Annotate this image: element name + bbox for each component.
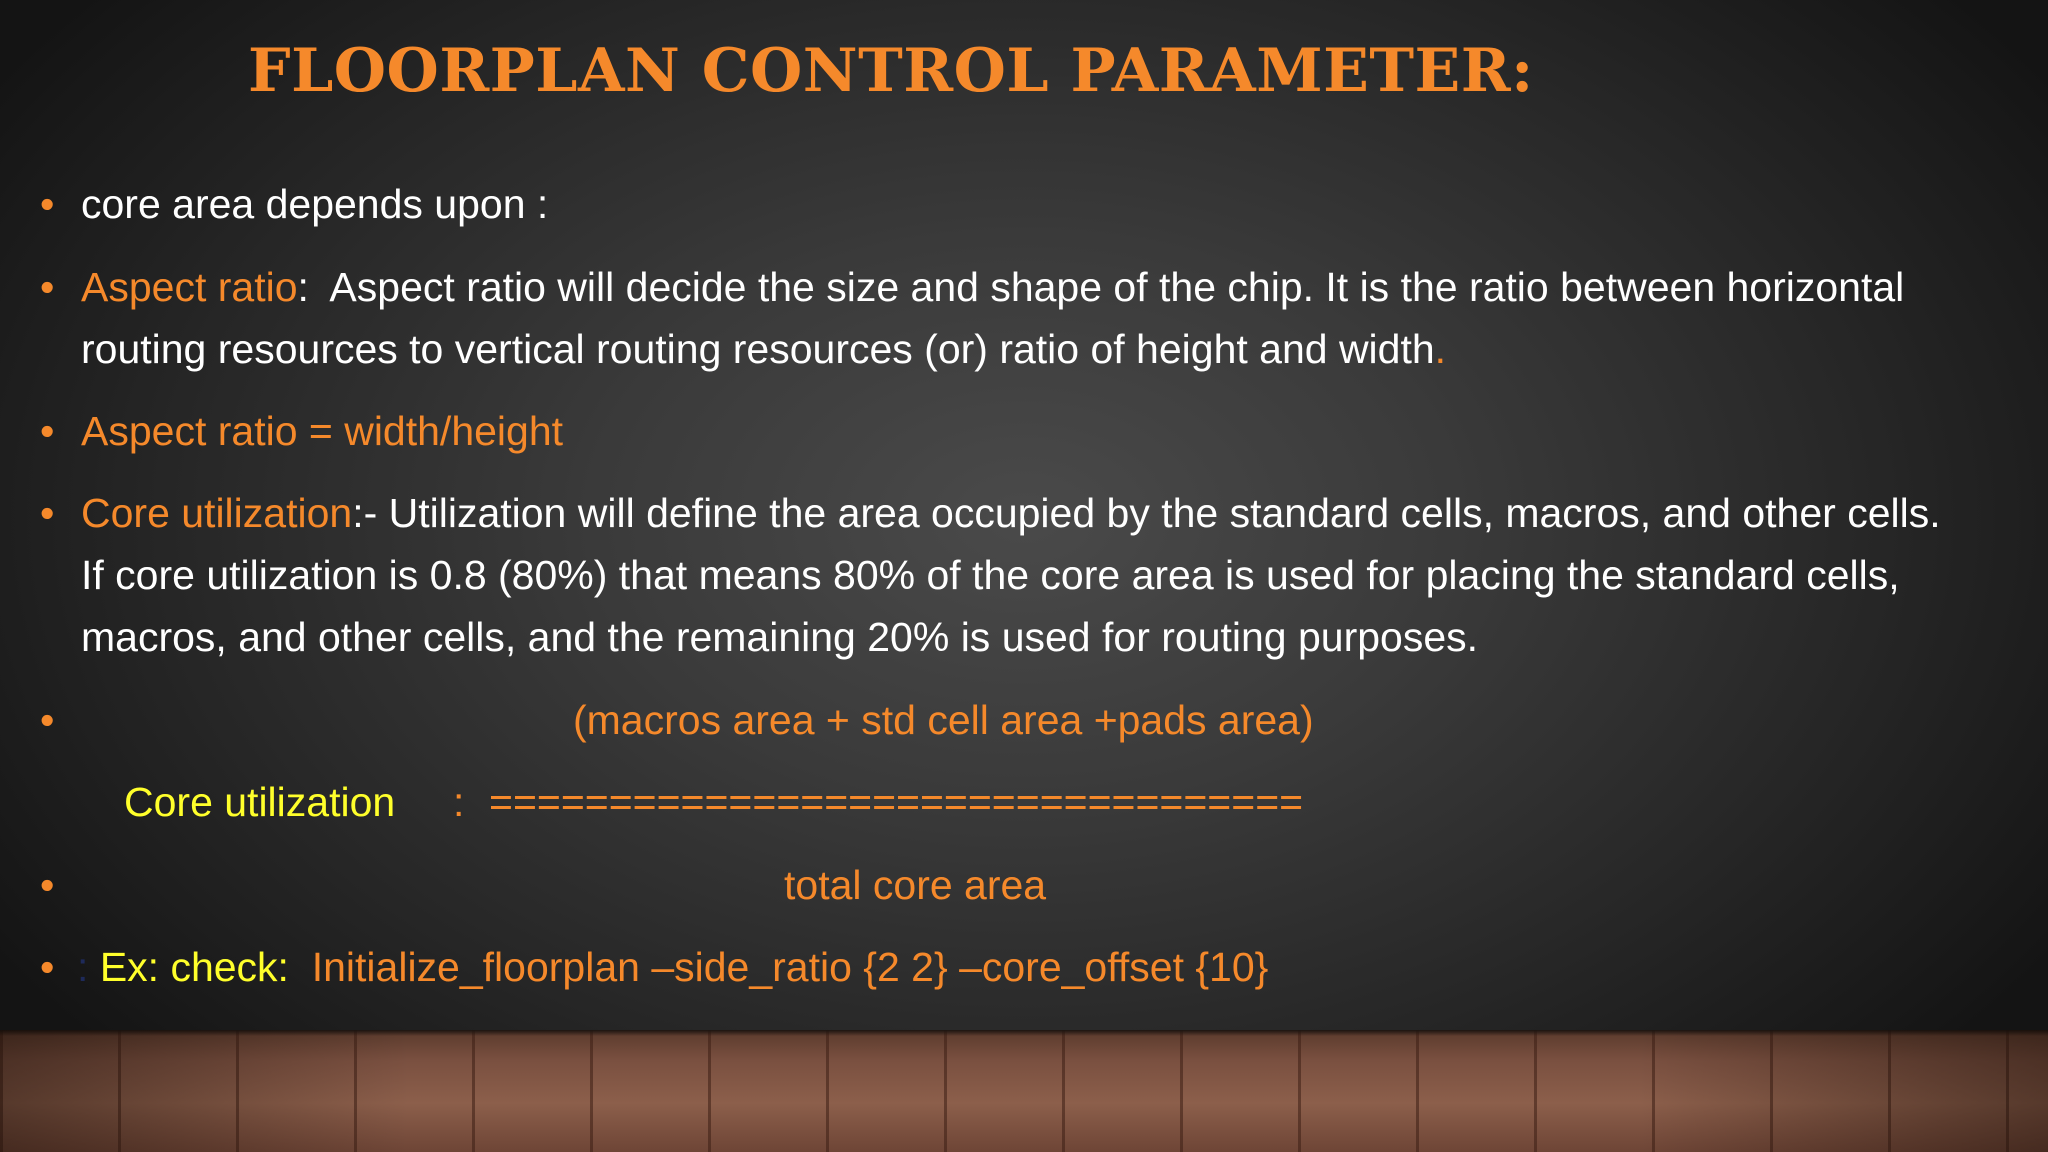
- slide-title: FLOORPLAN CONTROL PARAMETER:: [248, 36, 1534, 106]
- formula-numerator: (macros area + std cell area +pads area): [573, 697, 1314, 743]
- bullet-icon: •: [40, 697, 55, 743]
- term-separator: :-: [352, 490, 378, 536]
- aspect-ratio-description: Aspect ratio will decide the size and shape of the chip. It is the ratio between horizontal: [308, 264, 1905, 310]
- aspect-ratio-description-cont: routing resources to vertical routing resources (or) ratio of height and width: [81, 326, 1435, 372]
- term-separator: :: [297, 264, 309, 310]
- term-aspect-ratio: Aspect ratio: [81, 264, 298, 310]
- example-line: [77, 936, 1268, 998]
- core-utilization-description: Utilization will define the area occupied by the standard cells, macros, and other cells.: [377, 490, 1941, 536]
- formula-denominator: total core area: [784, 862, 1047, 908]
- bullet-icon: •: [40, 862, 55, 908]
- bullet-icon: •: [40, 490, 55, 536]
- bullet-line-2: [81, 318, 1446, 380]
- formula-colon: :: [453, 779, 465, 825]
- bullet-icon: •: [40, 408, 55, 454]
- trailing-period: .: [1434, 326, 1447, 372]
- bullet-line-2: If core utilization is 0.8 (80%) that means 80% of the core area is used for placing the standard cells,: [81, 552, 1900, 598]
- bullet-line-1: [81, 256, 1904, 318]
- example-label: Ex: check:: [99, 944, 289, 990]
- aspect-ratio-formula: Aspect ratio = width/height: [81, 408, 564, 454]
- formula-fraction-bar: ==================================: [489, 779, 1304, 825]
- bullet-icon: •: [40, 944, 55, 990]
- bullet-icon: •: [40, 181, 55, 227]
- bullet-line-1: [81, 482, 1941, 544]
- wooden-floor: [0, 1030, 2048, 1152]
- bullet-icon: •: [40, 264, 55, 310]
- example-command: Initialize_floorplan –side_ratio {2 2} –core_offset {10}: [311, 944, 1269, 990]
- formula-label: Core utilization: [124, 779, 396, 825]
- bullet-text: core area depends upon :: [81, 181, 549, 227]
- term-core-utilization: Core utilization: [81, 490, 353, 536]
- bullet-line-3: macros, and other cells, and the remaining 20% is used for routing purposes.: [81, 614, 1479, 660]
- example-prefix: :: [77, 944, 89, 990]
